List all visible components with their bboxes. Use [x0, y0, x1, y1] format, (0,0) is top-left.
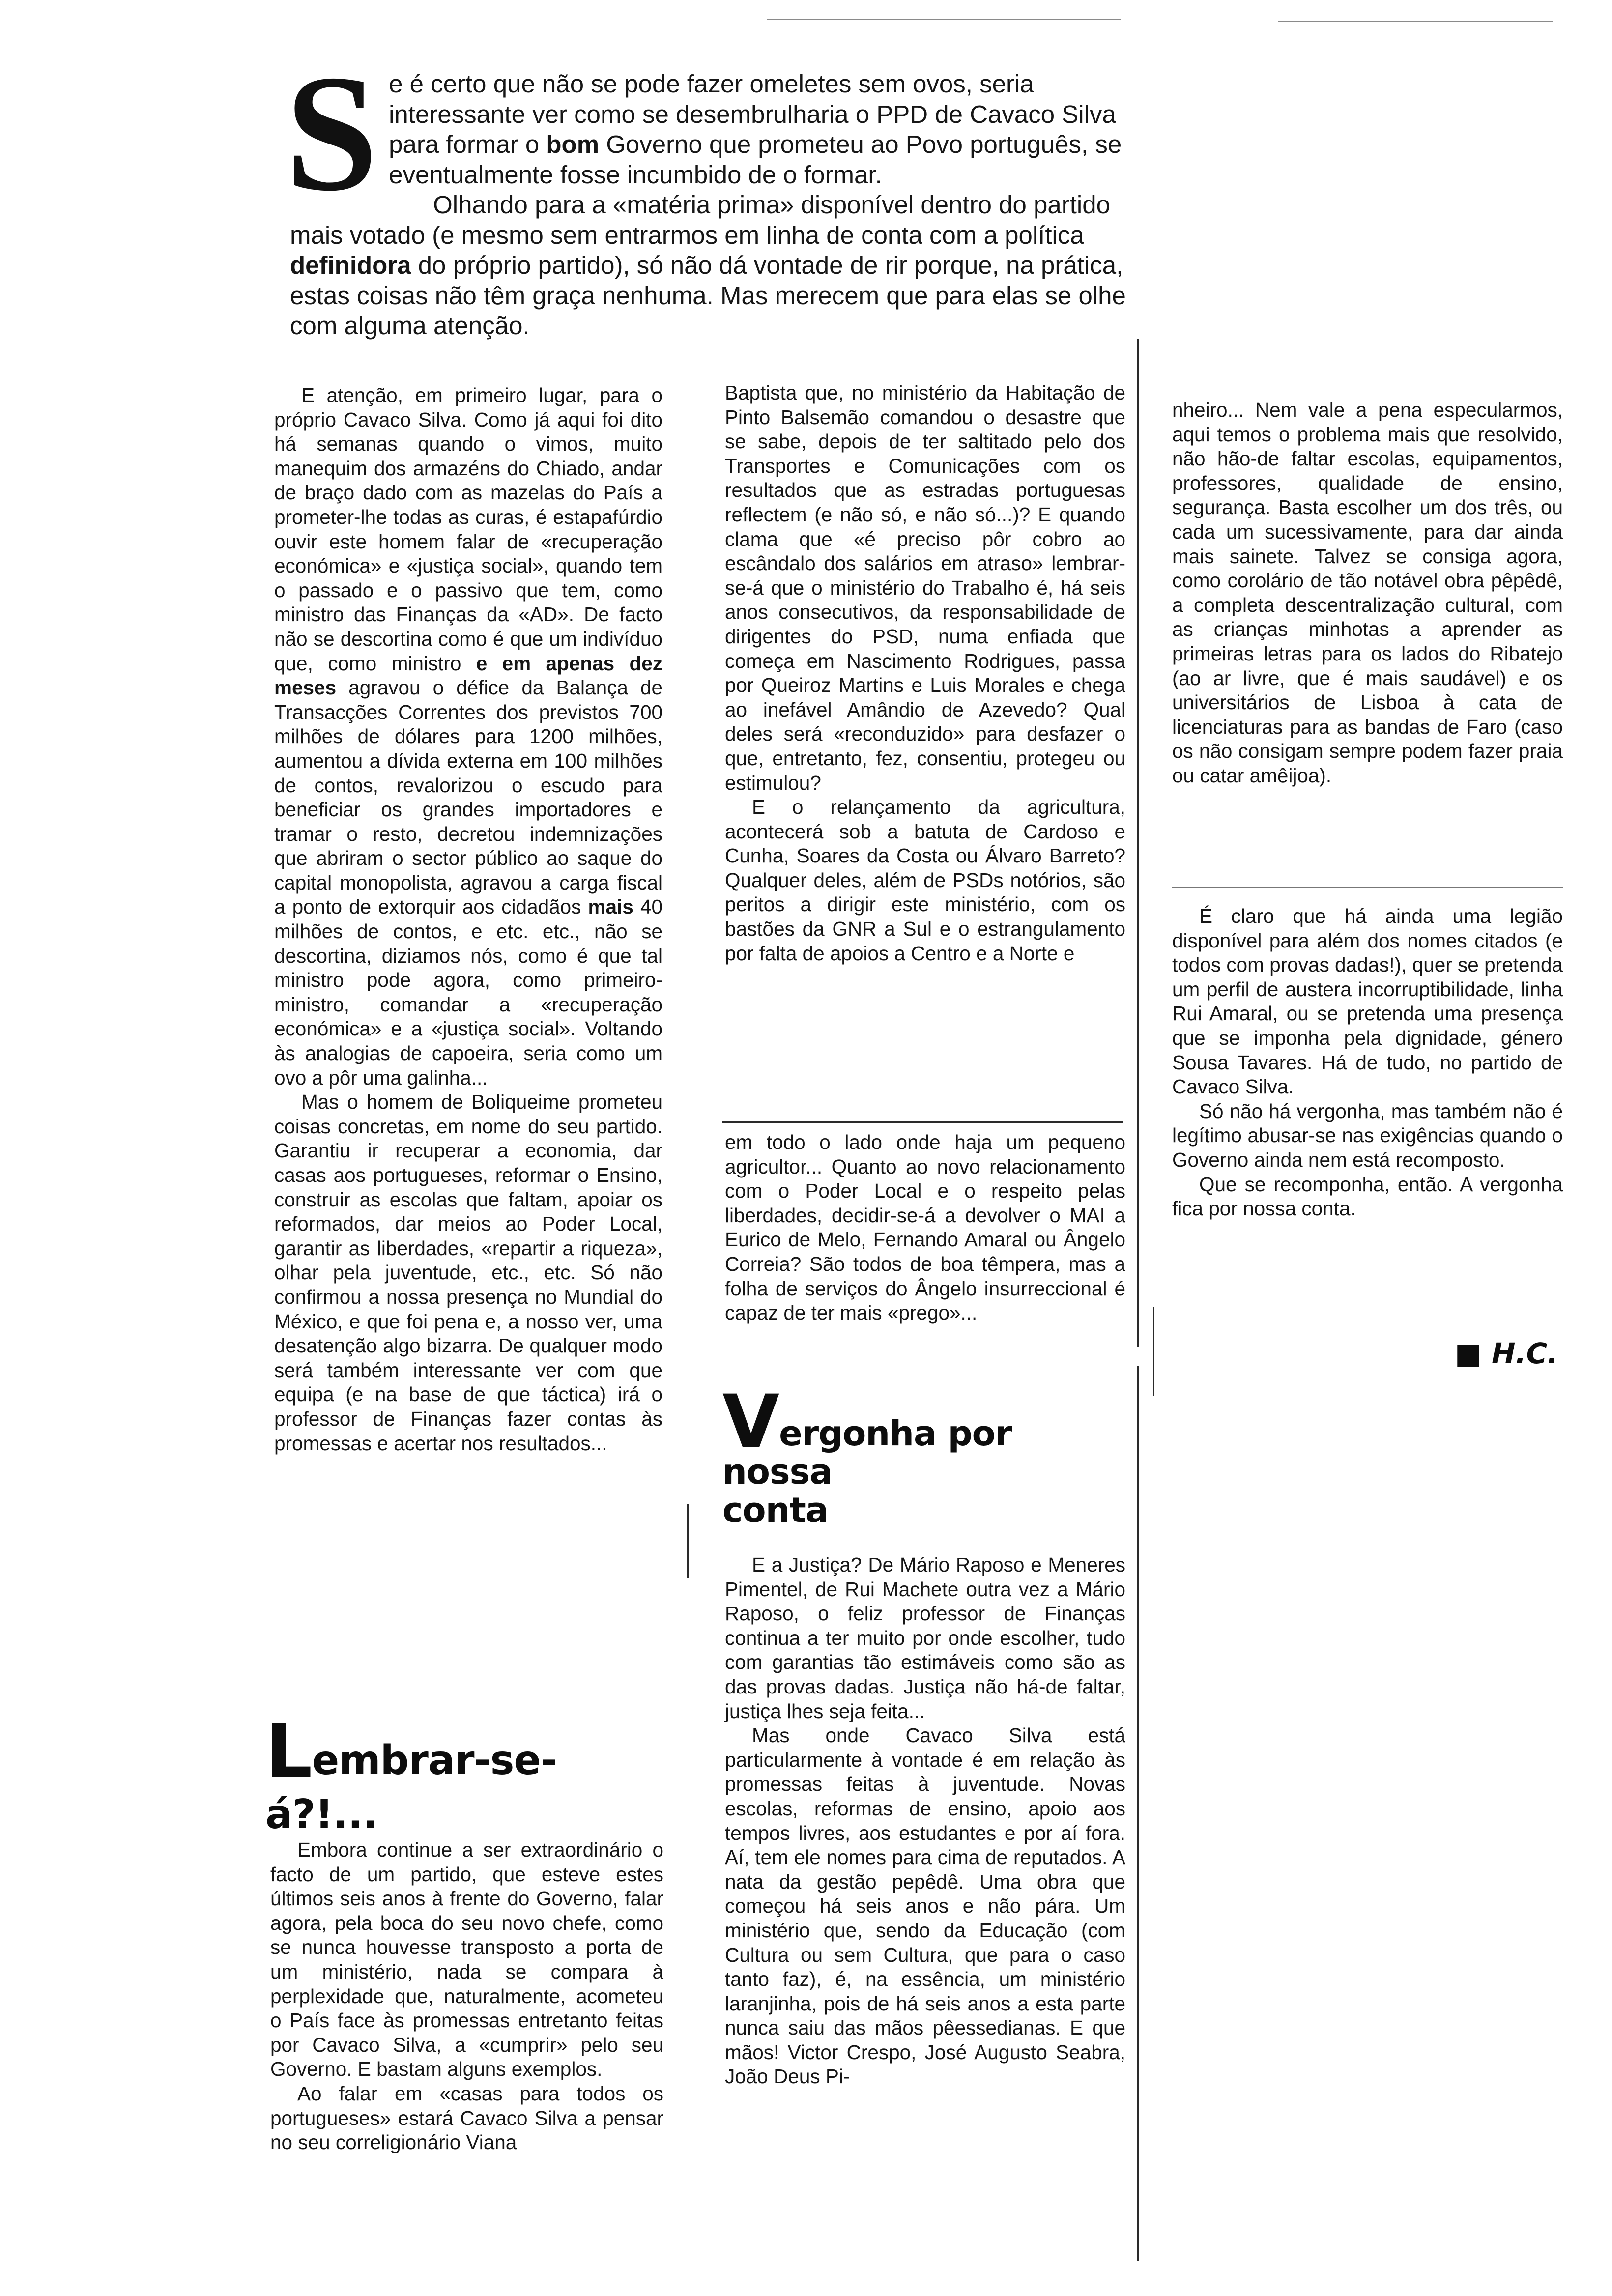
paragraph: Mas o homem de Boliqueime prometeu coisas concretas, em nome do seu partido. Garantiu ir recuperar a economia, dar casas aos portugueses, reformar o Ensino, construir as escolas que faltam, apoiar os reformados, dar meios ao Poder Local, garantir as liberdades, «repartir a riqueza», olhar pela juventude, etc., etc. Só não confirmou a nossa presença no Mundial do México, e que foi pena e, a nosso ver, uma desatenção algo bizarra. De qualquer modo será também interessante ver com que equipa (e na base de que táctica) irá o professor de Finanças fazer contas às promessas e acertar nos resultados...: [274, 1091, 662, 1455]
subheading-initial: V: [722, 1379, 779, 1465]
lead-bold: bom: [546, 130, 600, 158]
subheading-text: embrar-se-á?!...: [265, 1737, 557, 1838]
column-1-continued: [270, 1838, 663, 2155]
paragraph: Só não há vergonha, mas também não é legítimo abusar-se nas exigências quando o Governo ainda nem está recomposto.: [1172, 1099, 1563, 1171]
column-2-divider: [722, 1121, 1123, 1123]
lead-bold: definidora: [290, 251, 411, 279]
column-3: [1172, 398, 1563, 788]
author-signature: ■ H.C.: [1455, 1337, 1558, 1370]
bold-text: mais: [588, 895, 633, 918]
paragraph: [274, 383, 662, 1090]
subheading-text-line-2: conta: [722, 1490, 829, 1530]
drop-cap: S: [285, 40, 378, 226]
subheading-initial: L: [265, 1709, 312, 1795]
subheading-vergonha: [722, 1379, 1125, 1530]
vertical-rule: [1137, 339, 1139, 1347]
paragraph: Mas onde Cavaco Silva está particularmente à vontade é em relação às promessas feitas à juventude. Novas escolas, reformas de ensino, apoio aos tempos livres, aos estudantes e por aí fora. Aí, tem ele nomes para cima de reputados. A nata da gestão pepêdê. Uma obra que começou há seis anos e não pára. Um ministério que, sendo da Educação (com Cultura ou sem Cultura, que para o caso tanto faz), é, na essência, um ministério laranjinha, pois de há seis anos a esta parte nunca saiu das mãos pêessedianas. E que mãos! Victor Crespo, José Augusto Seabra, João Deus Pi-: [725, 1724, 1125, 2088]
paragraph: E o relançamento da agricultura, acontecerá sob a batuta de Cardoso e Cunha, Soares da Costa ou Álvaro Barreto? Qualquer deles, além de PSDs notórios, são peritos a dirigir este ministério, com os bastões da GNR a Sul e o estrangulamento por falta de apoios a Centro e a Norte e: [725, 796, 1125, 965]
paragraph: Baptista que, no ministério da Habitação de Pinto Balsemão comandou o desastre que se sabe, depois de ter saltitado pelo dos Transportes e Comunicações com os resultados que as estradas portuguesas reflectem (e não só, e não só...)? E quando clama que «é preciso pôr cobro ao escândalo dos salários em atraso» lembrar-se-á que o ministério do Trabalho é, há seis anos consecutivos, da responsabilidade de dirigentes do PSD, numa enfiada que começa em Nascimento Rodrigues, passa por Queiroz Martins e Luis Morales e chega ao inefável Amândio de Azevedo? Qual deles será «reconduzido» para desfazer o que, entretanto, fez, consentiu, protegeu ou estimulou?: [725, 381, 1125, 794]
subheading-lembrar: [265, 1709, 659, 1842]
lead-paragraph-1: [290, 69, 1135, 190]
paragraph: Que se recomponha, então. A vergonha fica por nossa conta.: [1172, 1173, 1563, 1220]
lead-paragraph-2: [290, 190, 1135, 341]
lead-paragraph: [285, 40, 1135, 341]
column-3-continued: [1172, 904, 1563, 1221]
paragraph: É claro que há ainda uma legião disponível para além dos nomes citados (e todos com provas dadas!), quer se pretenda um perfil de austera incorruptibilidade, linha Rui Amaral, ou se pretenda uma presença que se imponha pela dignidade, género Sousa Tavares. Há de tudo, no partido de Cavaco Silva.: [1172, 905, 1563, 1098]
paragraph: Embora continue a ser extraordinário o facto de um partido, que esteve estes últimos seis anos à frente do Governo, falar agora, pela boca do seu novo chefe, como se nunca houvesse transposto a porta de um ministério, nada se compara à perplexidade que, naturalmente, acometeu o País face às promessas entretanto feitas por Cavaco Silva, a «cumprir» pelo seu Governo. E bastam alguns exemplos.: [270, 1838, 663, 2081]
column-3-divider: [1172, 887, 1563, 888]
column-2-continued: [725, 1130, 1125, 1325]
vertical-rule: [1153, 1307, 1154, 1396]
vertical-rule: [687, 1504, 689, 1578]
scan-noise-top: [767, 19, 1121, 20]
column-2: [725, 381, 1125, 966]
column-2-section-2: [725, 1553, 1125, 2089]
paragraph: E a Justiça? De Mário Raposo e Meneres Pimentel, de Rui Machete outra vez a Mário Raposo, o feliz professor de Finanças continua a ter muito por onde escolher, tudo com garantias tão estimáveis como são as das provas dadas. Justiça não há-de faltar, justiça lhes seja feita...: [725, 1553, 1125, 1722]
scan-noise-top-right: [1278, 21, 1553, 22]
paragraph: Ao falar em «casas para todos os portugueses» estará Cavaco Silva a pensar no seu correligionário Viana: [270, 2082, 663, 2154]
lead-text: Olhando para a «matéria prima» disponível dentro do partido mais votado (e mesmo sem entrarmos em linha de conta com a política: [290, 191, 1110, 249]
lead-text: do próprio partido), só não dá vontade de rir porque, na prática, estas coisas não têm graça nenhuma. Mas merecem que para elas se olhe com alguma atenção.: [290, 251, 1126, 340]
column-1: [274, 383, 662, 1456]
lead-text: Governo que prometeu ao Povo português, se eventualmente fosse incumbido de o formar.: [389, 130, 1122, 189]
lead-text: e é certo que não se pode fazer omeletes sem ovos, seria interessante ver como se desembrulharia o PPD de Cavaco Silva para formar o: [389, 70, 1116, 158]
paragraph: nheiro... Nem vale a pena especularmos, aqui temos o problema mais que resolvido, não hão-de faltar escolas, equipamentos, professores, qualidade de ensino, segurança. Basta escolher um dos três, ou cada um sucessivamente, para dar ainda mais sainete. Talvez se consiga agora, como corolário de tão notável obra pêpêdê, a completa descentralização cultural, com as crianças minhotas a aprender as primeiras letras para os lados do Ribatejo (ao ar livre, que é mais saudável) e os universitários de Lisboa à cata de licenciaturas para as bandas de Faro (caso os não consigam sempre podem fazer praia ou catar amêijoa).: [1172, 399, 1563, 787]
text: agravou o défice da Balança de Transacções Correntes dos previstos 700 milhões de dólares para 1200 milhões, aumentou a dívida externa em 100 milhões de contos, revalorizou o escudo para beneficiar os grandes importadores e tramar o resto, decretou indemnizações que abriram o sector público ao saque do capital monopolista, agravou a carga fiscal a ponto de extorquir aos cidadãos: [274, 676, 662, 918]
text: E atenção, em primeiro lugar, para o próprio Cavaco Silva. Como já aqui foi dito há semanas quando o vimos, muito manequim dos armazéns do Chiado, andar de braço dado com as mazelas do País a prometer-lhe todas as curas, é estapafúrdio ouvir este homem falar de «recuperação económica» e «justiça social», quando tem o passado e o passivo que tem, como ministro das Finanças da «AD». De facto não se descortina como é que um indivíduo que, como ministro: [274, 384, 662, 675]
bold-text: e em apenas dez meses: [274, 652, 663, 699]
vertical-rule: [1137, 1366, 1139, 2261]
paragraph: em todo o lado onde haja um pequeno agricultor... Quanto ao novo relacionamento com o Poder Local e o respeito pelas liberdades, decidir-se-á a devolver o MAI a Eurico de Melo, Fernando Amaral ou Ângelo Correia? São todos de boa têmpera, mas a folha de serviços do Ângelo insurreccional é capaz de ter mais «prego»...: [725, 1131, 1125, 1324]
subheading-text: ergonha por nossa: [722, 1413, 1012, 1492]
text: 40 milhões de contos, e etc. etc., não se descortina, diziamos nós, como é que tal ministro pode agora, como primeiro-ministro, comandar a «recuperação económica» e a «justiça social». Voltando às analogias de capoeira, seria como um ovo a pôr uma galinha...: [274, 895, 662, 1089]
